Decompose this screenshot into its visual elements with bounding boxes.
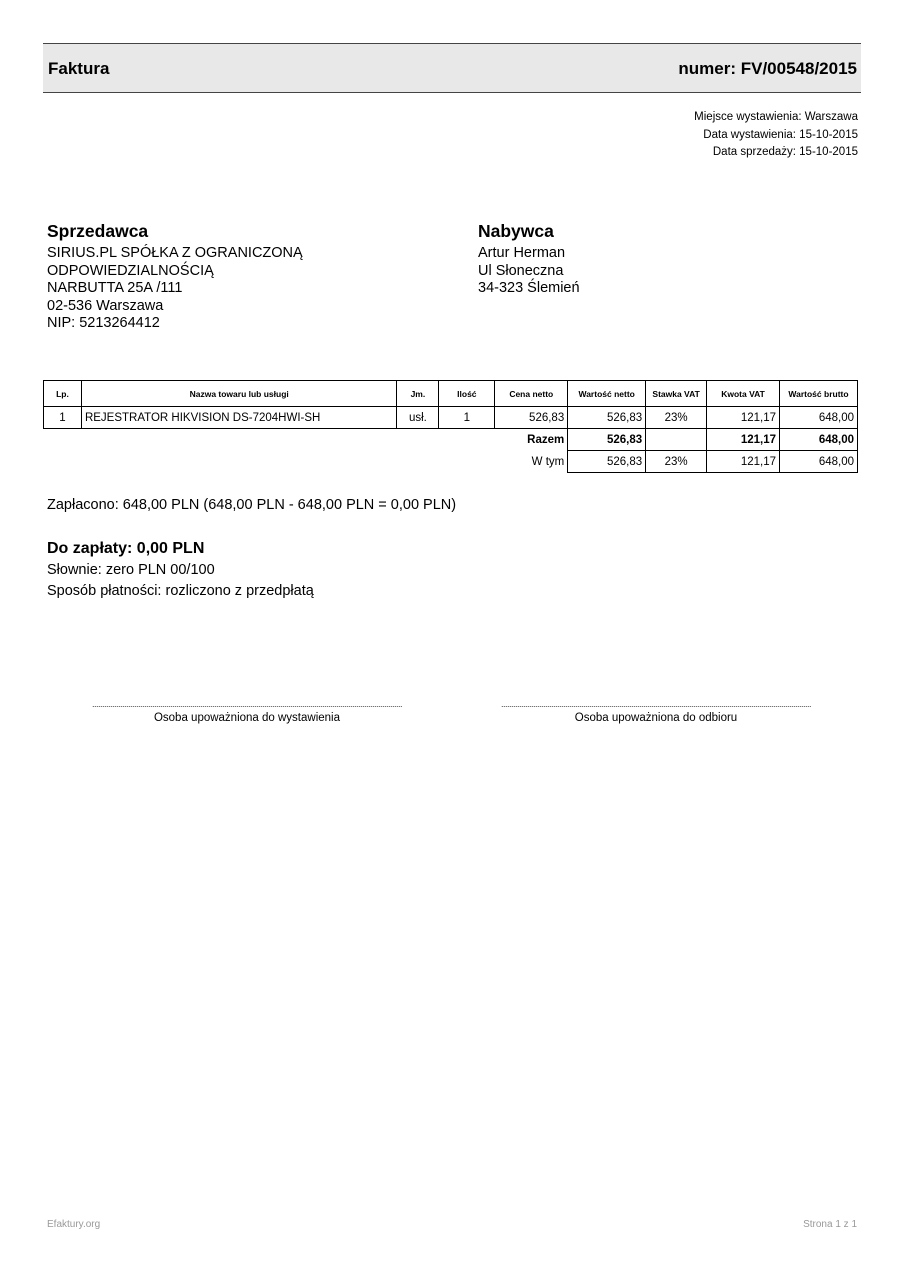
cell-net-value: 526,83 xyxy=(568,407,646,429)
footer-page-number: Strona 1 z 1 xyxy=(803,1219,857,1230)
breakdown-rate: 23% xyxy=(646,451,707,473)
col-header-gross-value: Wartość brutto xyxy=(780,381,858,407)
amount-due: Do zapłaty: 0,00 PLN xyxy=(47,540,205,557)
seller-name-line1: SIRIUS.PL SPÓŁKA Z OGRANICZONĄ xyxy=(47,245,303,261)
cell-gross-value: 648,00 xyxy=(780,407,858,429)
breakdown-gross: 648,00 xyxy=(780,451,858,473)
cell-lp: 1 xyxy=(44,407,82,429)
col-header-vat-rate: Stawka VAT xyxy=(646,381,707,407)
cell-vat-amount: 121,17 xyxy=(707,407,780,429)
col-header-unit: Jm. xyxy=(397,381,439,407)
invoice-header xyxy=(43,43,861,93)
footer-brand: Efaktury.org xyxy=(47,1219,101,1230)
table-row xyxy=(44,407,858,429)
signature-line: ........................................................................................................................................................... xyxy=(91,700,403,709)
seller-city: 02-536 Warszawa xyxy=(47,297,164,314)
col-header-lp: Lp. xyxy=(44,381,82,407)
items-table xyxy=(43,380,858,473)
invoice-meta xyxy=(694,109,858,162)
buyer-name: Artur Herman xyxy=(478,245,566,261)
issue-date: Data wystawienia: 15-10-2015 xyxy=(703,128,858,141)
breakdown-vat: 121,17 xyxy=(707,451,780,473)
seller-heading: Sprzedawca xyxy=(47,221,149,241)
buyer-street: Ul Słoneczna xyxy=(478,262,564,279)
receiver-signature xyxy=(481,700,831,724)
totals-vat: 121,17 xyxy=(707,429,780,451)
col-header-vat-amount: Kwota VAT xyxy=(707,381,780,407)
breakdown-net: 526,83 xyxy=(568,451,646,473)
invoice-title: Faktura xyxy=(48,59,110,78)
cell-qty: 1 xyxy=(439,407,495,429)
col-header-unit-price: Cena netto xyxy=(495,381,568,407)
cell-name: REJESTRATOR HIKVISION DS-7204HWI-SH xyxy=(81,407,396,429)
totals-net: 526,83 xyxy=(568,429,646,451)
paid-summary: Zapłacono: 648,00 PLN (648,00 PLN - 648,00 PLN = 0,00 PLN) xyxy=(47,497,457,513)
col-header-name: Nazwa towaru lub usługi xyxy=(81,381,396,407)
totals-gross: 648,00 xyxy=(780,429,858,451)
invoice-number: numer: FV/00548/2015 xyxy=(678,59,857,78)
col-header-qty: Ilość xyxy=(439,381,495,407)
breakdown-row xyxy=(44,451,858,473)
signature-line: ........................................................................................................................................................... xyxy=(500,700,812,709)
issue-place: Miejsce wystawienia: Warszawa xyxy=(694,111,858,123)
sale-date: Data sprzedaży: 15-10-2015 xyxy=(712,146,858,158)
totals-rate xyxy=(646,429,707,451)
receiver-signature-label: Osoba upoważniona do odbioru xyxy=(574,712,738,724)
table-header-row xyxy=(44,381,858,407)
totals-row xyxy=(44,429,858,451)
seller-nip: NIP: 5213264412 xyxy=(47,315,160,331)
cell-unit: usł. xyxy=(397,407,439,429)
issuer-signature-label: Osoba upoważniona do wystawienia xyxy=(153,712,341,724)
buyer-heading: Nabywca xyxy=(478,221,554,241)
buyer-city: 34-323 Ślemień xyxy=(478,280,580,296)
cell-vat-rate: 23% xyxy=(646,407,707,429)
col-header-net-value: Wartość netto xyxy=(568,381,646,407)
payment-method: Sposób płatności: rozliczono z przedpłatą xyxy=(47,583,314,599)
cell-unit-price: 526,83 xyxy=(495,407,568,429)
totals-label: Razem xyxy=(527,433,565,446)
seller-name-line2: ODPOWIEDZIALNOŚCIĄ xyxy=(47,262,214,279)
buyer-block xyxy=(478,221,838,298)
breakdown-label: W tym xyxy=(531,455,565,468)
seller-block xyxy=(47,221,407,333)
seller-street: NARBUTTA 25A /111 xyxy=(47,280,183,296)
issuer-signature xyxy=(72,700,422,724)
amount-in-words: Słownie: zero PLN 00/100 xyxy=(47,562,215,578)
